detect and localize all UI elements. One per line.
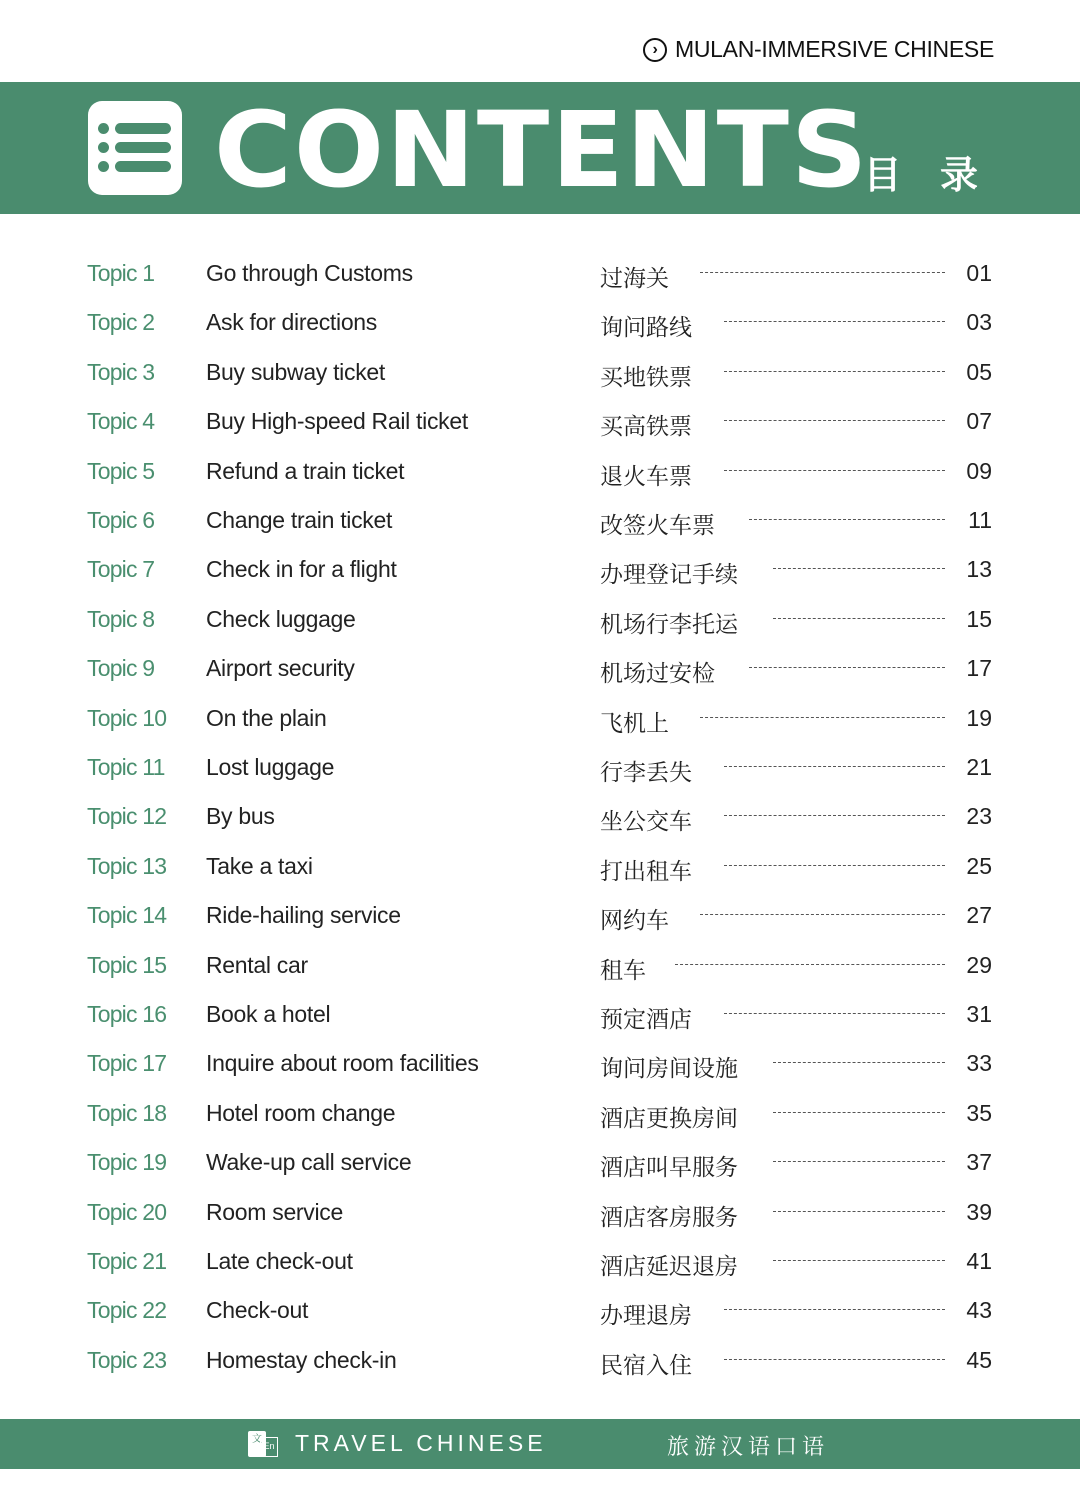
topic-number: Topic 19 (87, 1149, 167, 1176)
topic-number: Topic 22 (87, 1297, 167, 1324)
topic-title-en: Check luggage (206, 605, 356, 632)
toc-row[interactable] (0, 944, 1080, 984)
page-number: 05 (966, 358, 992, 385)
topic-title-en: Buy High-speed Rail ticket (206, 408, 468, 435)
topic-title-cn: 改签火车票 (600, 512, 715, 538)
topic-number: Topic 20 (87, 1198, 167, 1225)
page-title: CONTENTS (214, 89, 870, 211)
topic-number: Topic 9 (87, 655, 155, 682)
topic-title-cn: 买地铁票 (600, 363, 692, 390)
topic-title-cn: 酒店叫早服务 (600, 1154, 738, 1181)
dotted-leader (724, 865, 945, 866)
topic-title-cn: 酒店延迟退房 (600, 1253, 738, 1279)
topic-number: Topic 6 (87, 507, 155, 533)
topic-title-en: Buy subway ticket (206, 358, 385, 385)
topic-title-cn: 打出租车 (600, 857, 692, 884)
topic-title-en: Take a taxi (206, 852, 313, 879)
page-number: 35 (966, 1099, 992, 1126)
topic-title-cn: 行李丢失 (600, 759, 692, 785)
toc-row[interactable] (0, 1289, 1080, 1329)
topic-number: Topic 16 (87, 1001, 167, 1027)
topic-title-cn: 机场过安检 (600, 660, 715, 687)
page-number: 25 (966, 852, 992, 879)
toc-row[interactable] (0, 845, 1080, 885)
topic-title-en: Wake-up call service (206, 1149, 412, 1176)
topic-title-en: Airport security (206, 655, 355, 682)
page-number: 17 (966, 655, 992, 682)
translate-icon: 文 En (248, 1431, 278, 1459)
toc-row[interactable] (0, 1042, 1080, 1082)
toc-row[interactable] (0, 1191, 1080, 1231)
dotted-leader (724, 815, 945, 816)
page-number: 29 (966, 951, 992, 978)
topic-number: Topic 7 (87, 556, 155, 583)
page-number: 39 (966, 1198, 992, 1225)
topic-title-en: Go through Customs (206, 260, 413, 286)
dotted-leader (724, 470, 945, 471)
topic-number: Topic 23 (87, 1346, 167, 1373)
dotted-leader (700, 717, 946, 718)
page-number: 23 (966, 803, 992, 830)
toc-row[interactable] (0, 598, 1080, 638)
toc-row[interactable] (0, 351, 1080, 391)
topic-title-en: Lost luggage (206, 754, 335, 780)
toc-row[interactable] (0, 1141, 1080, 1181)
topic-number: Topic 13 (87, 852, 167, 879)
contents-banner (0, 82, 1080, 214)
dotted-leader (724, 321, 945, 322)
toc-row[interactable] (0, 548, 1080, 588)
dotted-leader (749, 667, 946, 668)
topic-title-cn: 退火车票 (600, 462, 692, 489)
topic-title-en: Late check-out (206, 1248, 353, 1274)
list-icon (88, 101, 182, 195)
topic-title-en: Check in for a flight (206, 556, 397, 583)
toc-row[interactable] (0, 1339, 1080, 1379)
footer (0, 1419, 1080, 1469)
topic-title-cn: 询问房间设施 (600, 1055, 738, 1082)
toc-row[interactable] (0, 1092, 1080, 1132)
topic-number: Topic 5 (87, 457, 155, 484)
page-number: 41 (966, 1248, 992, 1274)
dotted-leader (724, 766, 945, 767)
topic-title-cn: 办理登记手续 (600, 561, 738, 588)
page-number: 33 (966, 1050, 992, 1077)
toc-row[interactable] (0, 746, 1080, 786)
topic-title-cn: 坐公交车 (600, 808, 692, 835)
page-number: 21 (966, 754, 992, 780)
topic-number: Topic 21 (87, 1248, 167, 1274)
page-number: 19 (966, 704, 992, 731)
page-number: 13 (966, 556, 992, 583)
topic-title-en: Hotel room change (206, 1099, 396, 1126)
topic-number: Topic 12 (87, 803, 167, 830)
dotted-leader (773, 1062, 945, 1063)
dotted-leader (749, 519, 946, 520)
topic-title-en: Ride-hailing service (206, 902, 401, 929)
page-number: 43 (966, 1297, 992, 1324)
topic-title-cn: 酒店更换房间 (600, 1104, 738, 1131)
toc-row[interactable] (0, 252, 1080, 292)
dotted-leader (773, 1260, 945, 1261)
chevron-right-circle-icon: › (643, 38, 667, 62)
dotted-leader (773, 1112, 945, 1113)
topic-title-en: Book a hotel (206, 1001, 331, 1027)
dotted-leader (724, 420, 945, 421)
toc-row[interactable] (0, 499, 1080, 539)
page-number: 37 (966, 1149, 992, 1176)
topic-title-cn: 机场行李托运 (600, 610, 738, 637)
dotted-leader (773, 618, 945, 619)
dotted-leader (773, 568, 945, 569)
page-number: 31 (966, 1001, 992, 1027)
topic-number: Topic 14 (87, 902, 167, 929)
toc-row[interactable] (0, 795, 1080, 835)
page-number: 03 (966, 309, 992, 336)
topic-number: Topic 11 (87, 754, 165, 780)
dotted-leader (700, 914, 946, 915)
topic-number: Topic 10 (87, 704, 167, 731)
topic-title-en: Homestay check-in (206, 1346, 397, 1373)
topic-number: Topic 15 (87, 951, 167, 978)
dotted-leader (724, 1359, 945, 1360)
toc-row[interactable] (0, 400, 1080, 440)
topic-number: Topic 4 (87, 408, 155, 435)
topic-title-en: By bus (206, 803, 275, 830)
topic-number: Topic 17 (87, 1050, 167, 1077)
topic-title-cn: 酒店客房服务 (600, 1203, 738, 1230)
topic-title-en: Change train ticket (206, 507, 393, 533)
page-number: 07 (966, 408, 992, 435)
topic-title-cn: 租车 (600, 956, 646, 983)
toc-row[interactable] (0, 647, 1080, 687)
brand (643, 36, 994, 63)
toc-row[interactable] (0, 993, 1080, 1033)
toc-row[interactable] (0, 894, 1080, 934)
topic-title-en: Refund a train ticket (206, 457, 405, 484)
page-number: 45 (966, 1346, 992, 1373)
topic-title-cn: 网约车 (600, 907, 669, 934)
topic-title-cn: 预定酒店 (600, 1006, 692, 1032)
dotted-leader (724, 1013, 945, 1014)
topic-number: Topic 8 (87, 605, 155, 632)
topic-title-cn: 买高铁票 (600, 413, 692, 440)
topic-title-cn: 办理退房 (600, 1302, 692, 1329)
toc-row[interactable] (0, 1240, 1080, 1280)
topic-number: Topic 3 (87, 358, 155, 385)
dotted-leader (773, 1161, 945, 1162)
topic-title-en: Ask for directions (206, 309, 377, 336)
toc-row[interactable] (0, 697, 1080, 737)
topic-number: Topic 18 (87, 1099, 167, 1126)
topic-title-cn: 民宿入住 (600, 1351, 692, 1378)
topic-title-cn: 询问路线 (600, 314, 692, 341)
brand-label: MULAN-IMMERSIVE CHINESE (675, 36, 994, 62)
topic-title-en: Inquire about room facilities (206, 1050, 479, 1077)
footer-label: TRAVEL CHINESE (295, 1430, 547, 1456)
toc-row[interactable] (0, 450, 1080, 490)
dotted-leader (724, 1309, 945, 1310)
dotted-leader (700, 272, 946, 273)
footer-label-cn: 旅游汉语口语 (667, 1434, 830, 1459)
dotted-leader (724, 371, 945, 372)
toc-row[interactable] (0, 301, 1080, 341)
page-title-cn: 目 录 (863, 155, 992, 197)
page-number: 09 (966, 457, 992, 484)
topic-title-cn: 过海关 (600, 265, 669, 291)
page-number: 15 (966, 605, 992, 632)
page-number: 27 (966, 902, 992, 929)
topic-title-en: Room service (206, 1198, 343, 1225)
page-number: 01 (966, 260, 992, 286)
topic-title-en: Rental car (206, 951, 308, 978)
topic-number: Topic 1 (87, 260, 155, 286)
dotted-leader (675, 964, 945, 965)
topic-title-en: On the plain (206, 704, 327, 731)
topic-number: Topic 2 (87, 309, 155, 336)
topic-title-en: Check-out (206, 1297, 309, 1324)
topic-title-cn: 飞机上 (600, 709, 669, 736)
page-number: 11 (968, 507, 992, 533)
dotted-leader (773, 1211, 945, 1212)
